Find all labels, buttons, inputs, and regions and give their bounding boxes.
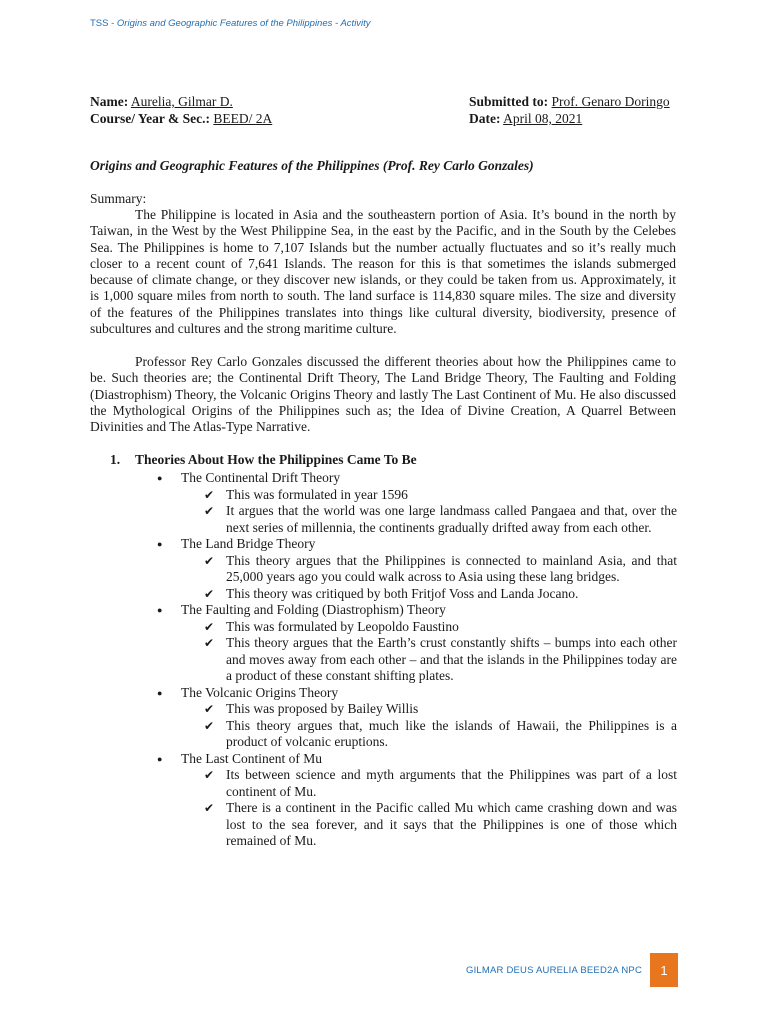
theory-point [204,701,677,718]
checkmark-icon: ✔ [204,636,215,650]
theory-point [204,486,677,504]
page-number: 1 [650,953,678,987]
date-line [469,110,582,127]
checkmark-icon: ✔ [204,718,215,733]
course-value: BEED/ 2A [213,111,273,126]
name-line [90,93,233,110]
checkmark-icon: ✔ [204,702,215,716]
theory-point-text: This theory argues that the Philippines is connected to mainland Asia, and that 25,000 years ago you could walk across to Asia using these lang bridges. [226,552,677,584]
theory-point [204,717,677,751]
theory-name: The Continental Drift Theory [181,470,341,485]
summary-paragraph-2: Professor Rey Carlo Gonzales discussed the different theories about how the Philippines came to be. Such theories are; the Continental Drift Theory, The Land Bridge Theory, The Faulting and Folding (Diastrophism) Theory, the Volcanic Origins Theory and lastly The Last Continent of Mu. He also discussed the Mythological Origins of the Philippines such as; the Idea of Divine Creation, A Quarrel Between Divinities and The Atlas-Type Narrative. [90,354,676,435]
theory-item [157,536,768,553]
submitted-label: Submitted to: [469,94,549,109]
bullet-icon: ● [157,539,163,549]
theory-point [204,635,677,685]
theory-name: The Faulting and Folding (Diastrophism) Theory [181,602,446,617]
theory-point-text: This theory argues that, much like the islands of Hawaii, the Philippines is a product of volcanic eruptions. [226,717,677,749]
checkmark-icon: ✔ [204,768,215,782]
theory-name: The Volcanic Origins Theory [181,684,339,700]
name-value: Aurelia, Gilmar D. [130,94,233,109]
checkmark-icon: ✔ [204,801,215,815]
checkmark-icon: ✔ [204,504,215,518]
document-title: Origins and Geographic Features of the Philippines (Prof. Rey Carlo Gonzales) [90,158,534,173]
bullet-icon: ● [157,473,163,483]
theory-point [204,552,677,586]
theory-point-text: This was formulated in year 1596 [226,486,408,502]
theory-point-text: This theory was critiqued by both Fritjof Voss and Landa Jocano. [226,585,579,601]
checkmark-icon: ✔ [204,586,215,601]
summary-paragraph-1: The Philippine is located in Asia and the southeastern portion of Asia. It’s bound in the north by Taiwan, in the West by the West Philippine Sea, in the east by the Pacific, and in the South by the Celebes Sea. The Philippines is home to 7,107 Islands but the number actually fluctuates and so it’s really much closer to a recent count of 7,641 Islands. The reason for this is that sometimes the islands submerged because of climate change, or they discover new islands, or they could be taken from us. Approximately, it is 1,000 square miles from north to south. The land surface is 114,830 square miles. The size and diversity of the features of the Philippines translates into things like cultural diversity, biodiversity, presence of subcultures and cultures and the strong maritime culture. [90,207,676,337]
checkmark-icon: ✔ [204,553,215,568]
course-label: Course/ Year & Sec.: [90,111,210,126]
date-value: April 08, 2021 [503,111,583,126]
bullet-icon: ● [157,753,163,764]
theory-item [157,602,768,619]
theory-point-text: This theory argues that the Earth’s crust constantly shifts – bumps into each other and moves away from each other – and that the islands in the Philippines today are a product of these constant shifting plates. [226,635,677,683]
date-label: Date: [469,111,501,126]
theories-list [0,470,768,850]
submitted-line [469,93,670,110]
theory-point [204,503,677,536]
summary-label: Summary: [90,191,147,206]
theory-point-text: It argues that the world was one large landmass called Pangaea and that, over the next series of millennia, the continents gradually drifted away from each other. [226,503,677,535]
theory-item [157,750,768,768]
header-prefix: TSS - [90,18,117,29]
theory-point [204,618,677,636]
checkmark-icon: ✔ [204,619,215,634]
theory-point [204,767,677,800]
theory-point-text: There is a continent in the Pacific called Mu which came crashing down and was lost to the sea forever, and it says that the Philippines is one of those which remained of Mu. [226,800,677,848]
theory-point [204,585,677,603]
section-number: 1. [110,452,121,467]
header-title: Origins and Geographic Features of the Philippines - Activity [116,18,371,29]
theory-item [157,684,768,702]
theory-point-text: This was formulated by Leopoldo Faustino [226,618,459,634]
document-header [90,18,371,29]
section-heading-text: Theories About How the Philippines Came To Be [135,452,417,467]
theory-point-text: This was proposed by Bailey Willis [226,701,419,716]
footer-author: GILMAR DEUS AURELIA BEED2A NPC [466,965,643,976]
checkmark-icon: ✔ [204,487,215,502]
bullet-icon: ● [157,687,163,698]
name-label: Name: [90,94,129,109]
submitted-value: Prof. Genaro Doringo [551,94,670,109]
theory-point-text: Its between science and myth arguments that the Philippines was part of a lost continent of Mu. [226,767,677,799]
theory-point [204,800,677,850]
theory-name: The Last Continent of Mu [181,750,322,766]
bullet-icon: ● [157,605,163,615]
course-line [90,110,272,127]
theory-name: The Land Bridge Theory [181,536,316,551]
section-heading [110,452,417,468]
theory-item [157,470,768,487]
